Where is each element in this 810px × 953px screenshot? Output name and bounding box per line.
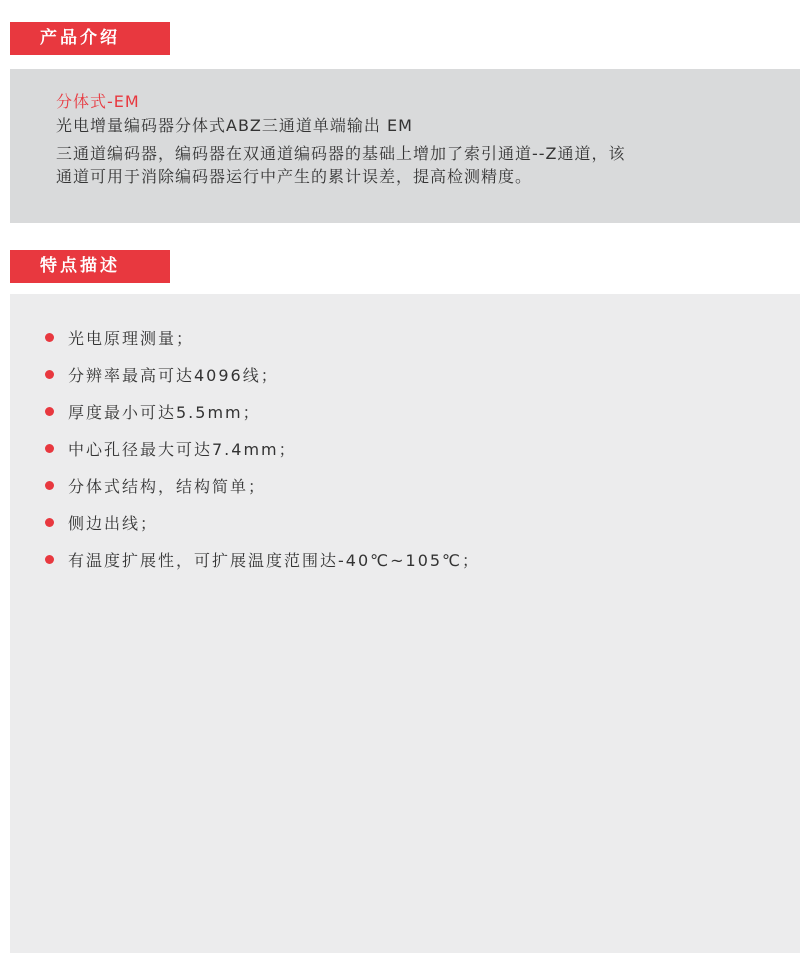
feature-text: 分辨率最高可达4096线； — [68, 366, 279, 385]
feature-list — [45, 319, 480, 578]
feature-item — [45, 467, 480, 504]
feature-text: 有温度扩展性，可扩展温度范围达-40℃~105℃； — [68, 551, 481, 570]
feature-item — [45, 541, 480, 578]
intro-description-line: 通道可用于消除编码器运行中产生的累计误差，提高检测精度。 — [56, 167, 533, 186]
intro-description-line: 三通道编码器，编码器在双通道编码器的基础上增加了索引通道--Z通道，该 — [56, 144, 626, 163]
feature-text: 分体式结构，结构简单； — [68, 477, 267, 496]
bullet-dot-icon — [45, 444, 54, 453]
feature-item — [45, 393, 480, 430]
feature-text: 厚度最小可达5.5mm； — [68, 403, 261, 422]
feature-item — [45, 504, 480, 541]
product-intro-panel — [10, 69, 800, 223]
feature-item — [45, 430, 480, 467]
bullet-dot-icon — [45, 407, 54, 416]
bullet-dot-icon — [45, 518, 54, 527]
bullet-dot-icon — [45, 481, 54, 490]
section-heading-features: 特点描述 — [10, 250, 170, 283]
feature-item — [45, 356, 480, 393]
section-heading-product-intro: 产品介绍 — [10, 22, 170, 55]
bullet-dot-icon — [45, 333, 54, 342]
feature-item — [45, 319, 480, 356]
bullet-dot-icon — [45, 555, 54, 564]
bullet-dot-icon — [45, 370, 54, 379]
intro-description-line: 光电增量编码器分体式ABZ三通道单端输出 EM — [56, 116, 413, 135]
feature-text: 光电原理测量； — [68, 329, 195, 348]
features-panel — [10, 294, 800, 953]
feature-text: 中心孔径最大可达7.4mm； — [68, 440, 297, 459]
feature-text: 侧边出线； — [68, 514, 159, 533]
product-model-subtitle: 分体式-EM — [56, 92, 140, 111]
